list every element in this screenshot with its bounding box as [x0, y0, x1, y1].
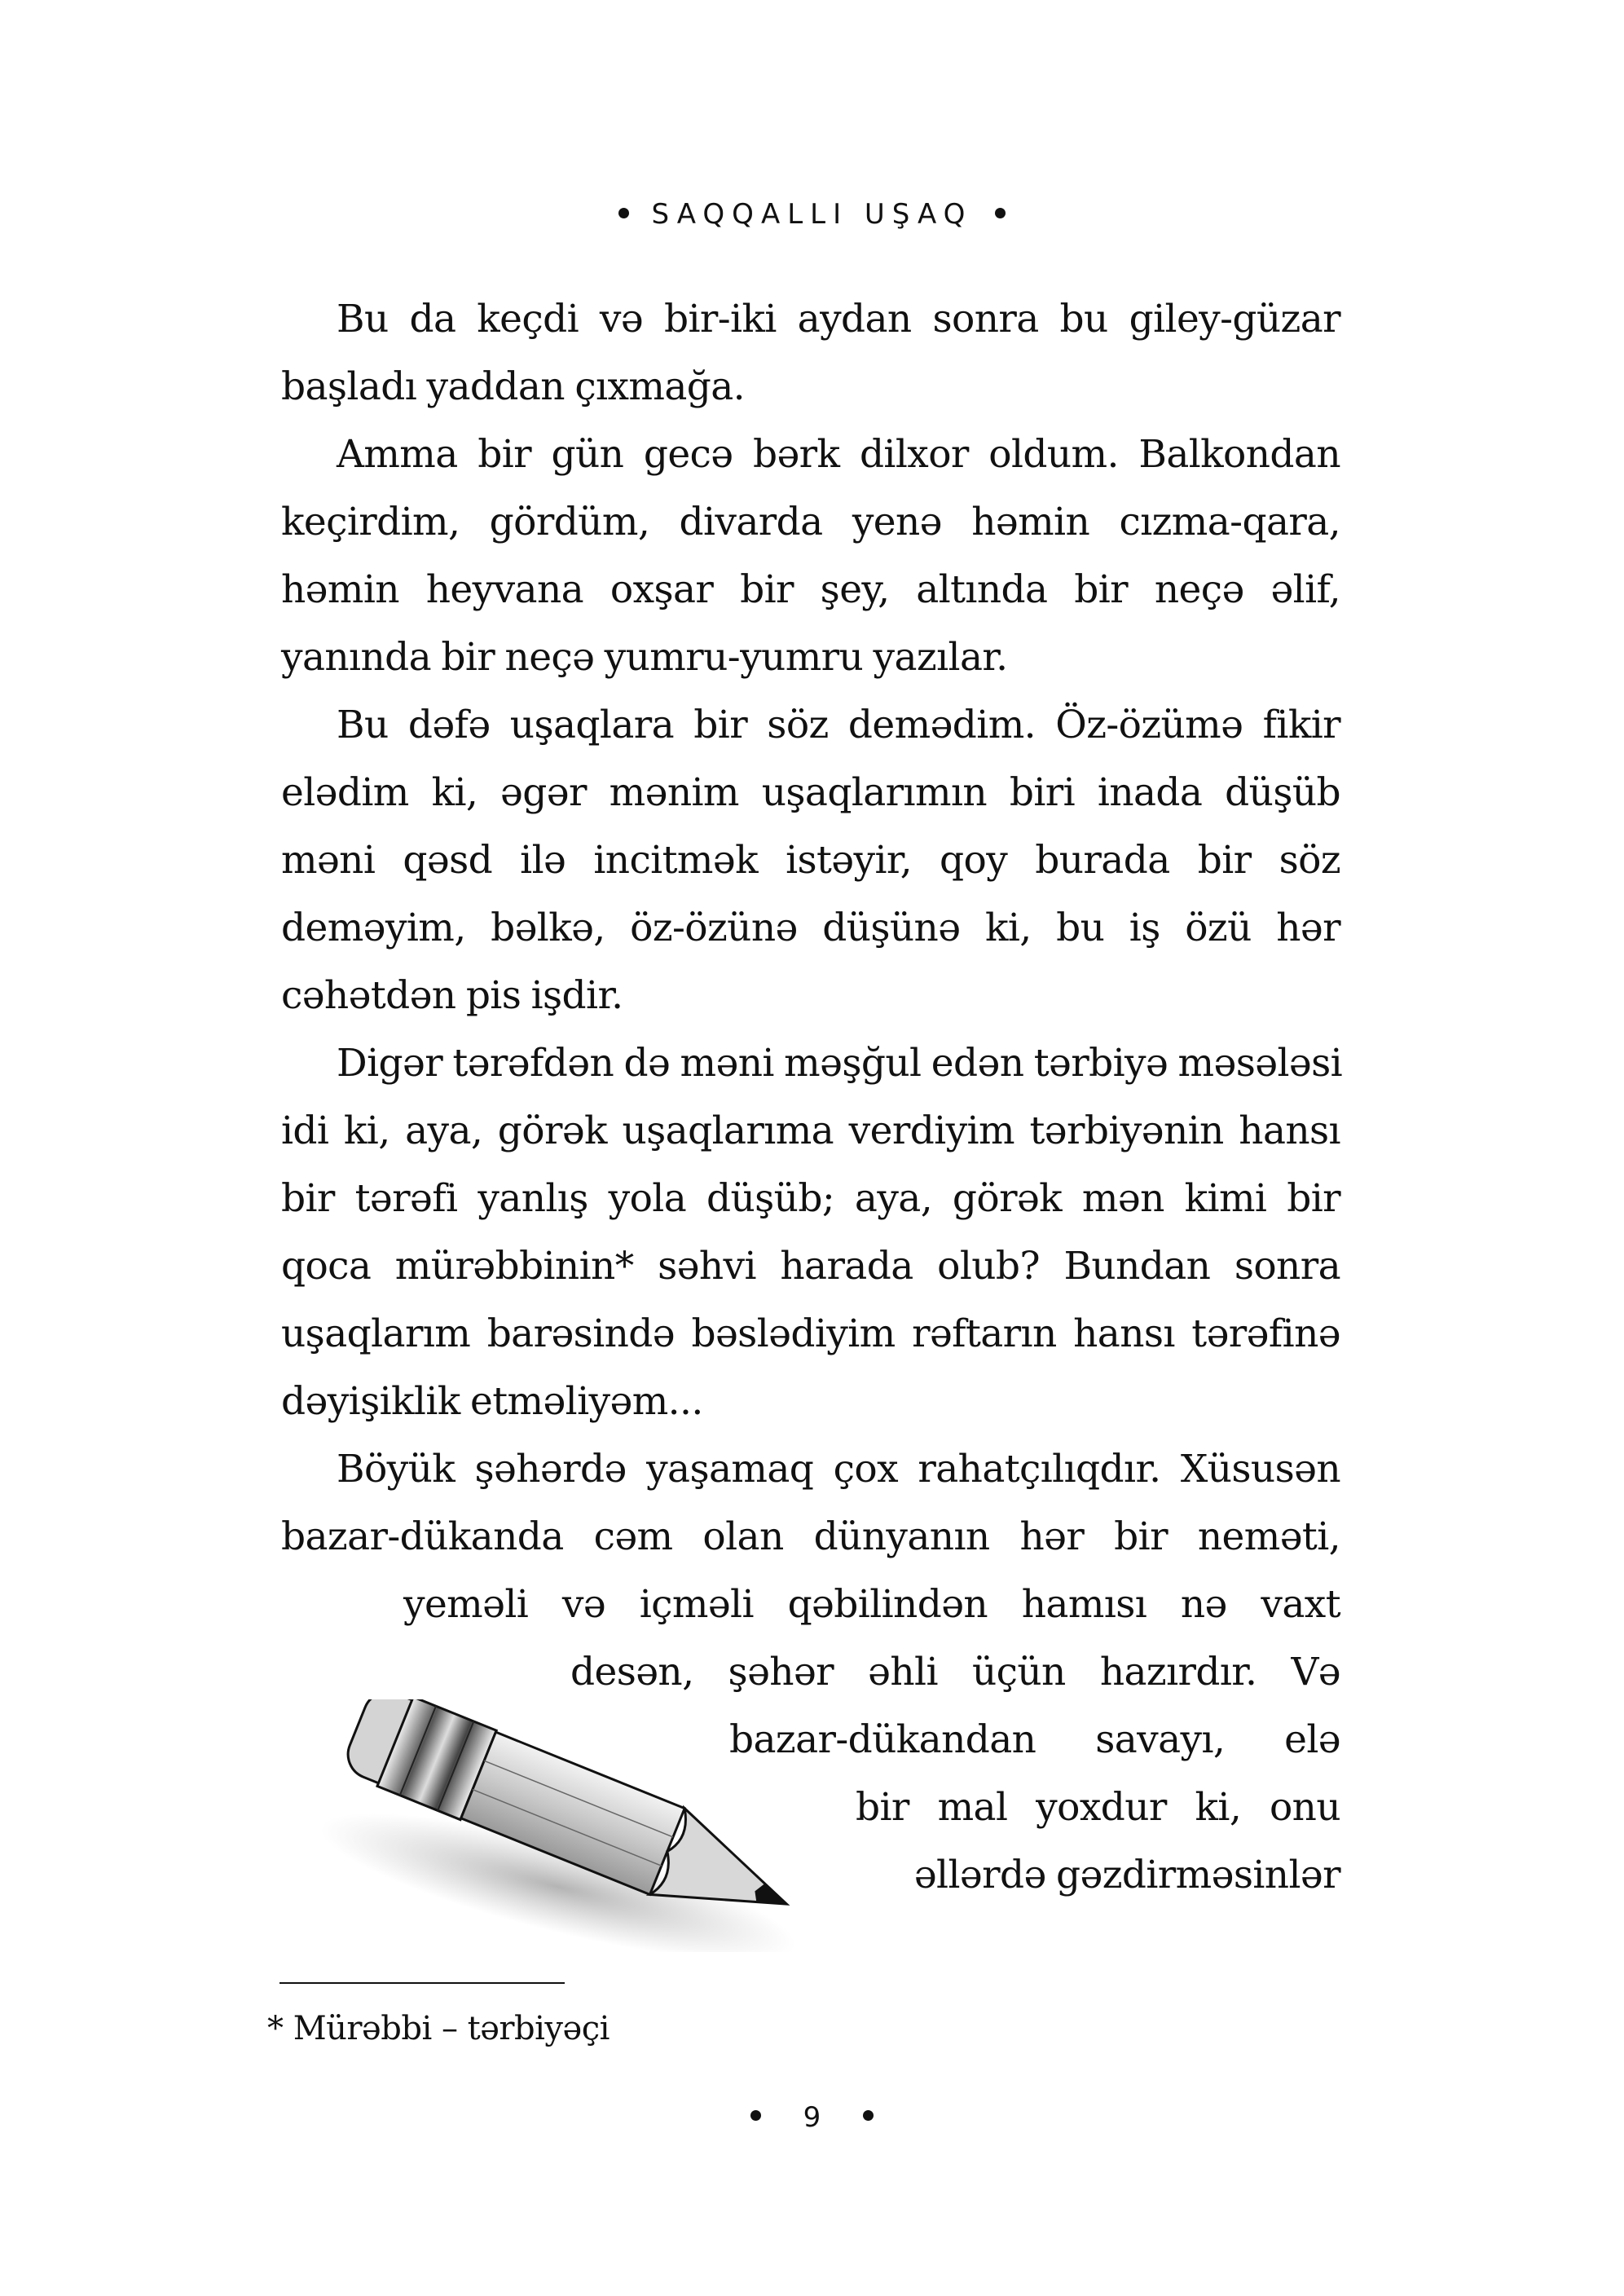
bullet-icon	[863, 2110, 874, 2121]
footnote: * Mürəbbi – tərbiyəçi	[267, 2010, 610, 2047]
bullet-icon	[995, 208, 1006, 218]
text-line: yanında bir neçə yumru-yumru yazılar.	[281, 635, 1008, 680]
text-line: dəyişiklik etməliyəm...	[281, 1379, 703, 1424]
text-line: keçirdim, gördüm, divarda yenə həmin cızma-qara,	[281, 500, 1340, 544]
text-line: uşaqlarım barəsində bəslədiyim rəftarın hansı tərəfinə	[281, 1311, 1340, 1356]
bullet-icon	[750, 2110, 761, 2121]
text-line: bir mal yoxdur ki, onu	[856, 1785, 1340, 1830]
running-head	[0, 198, 1624, 231]
text-line: deməyim, bəlkə, öz-özünə düşünə ki, bu iş özü hər	[281, 906, 1340, 950]
bullet-icon	[618, 208, 629, 218]
text-line: desən, şəhər əhli üçün hazırdır. Və	[570, 1650, 1340, 1694]
text-line: Bu da keçdi və bir-iki aydan sonra bu giley-güzar	[337, 297, 1340, 342]
text-line: yeməli və içməli qəbilindən hamısı nə vaxt	[403, 1582, 1340, 1627]
body-text	[281, 285, 1343, 1909]
pencil-icon	[314, 1699, 835, 1952]
text-line: Bu dəfə uşaqlara bir söz demədim. Öz-özümə fikir	[337, 703, 1340, 747]
text-line: elədim ki, əgər mənim uşaqlarımın biri inada düşüb	[281, 770, 1340, 815]
text-line: idi ki, aya, görək uşaqlarıma verdiyim tərbiyənin hansı	[281, 1108, 1340, 1153]
text-line: əllərdə gəzdirməsinlər	[913, 1853, 1340, 1897]
page-number: 9	[803, 2101, 821, 2134]
text-line: cəhətdən pis işdir.	[281, 973, 623, 1018]
text-line: məni qəsd ilə incitmək istəyir, qoy burada bir söz	[281, 838, 1340, 883]
footnote-divider	[279, 1982, 565, 1984]
text-line: bazar-dükanda cəm olan dünyanın hər bir neməti,	[281, 1514, 1340, 1559]
running-head-title: SAQQALLI UŞAQ	[651, 198, 973, 231]
text-line: Böyük şəhərdə yaşamaq çox rahatçılıqdır. Xüsusən	[337, 1447, 1340, 1492]
text-line: qoca mürəbbinin* səhvi harada olub? Bundan sonra	[281, 1244, 1340, 1289]
text-line: Amma bir gün gecə bərk dilxor oldum. Balkondan	[337, 432, 1340, 477]
text-line: həmin heyvana oxşar bir şey, altında bir neçə əlif,	[281, 567, 1340, 612]
text-line: bir tərəfi yanlış yola düşüb; aya, görək mən kimi bir	[281, 1176, 1340, 1221]
text-line: Digər tərəfdən də məni məşğul edən tərbiyə məsələsi	[337, 1041, 1343, 1086]
text-line: başladı yaddan çıxmağa.	[281, 364, 746, 409]
text-line: bazar-dükandan savayı, elə	[729, 1717, 1340, 1762]
page-number-area	[0, 2101, 1624, 2134]
